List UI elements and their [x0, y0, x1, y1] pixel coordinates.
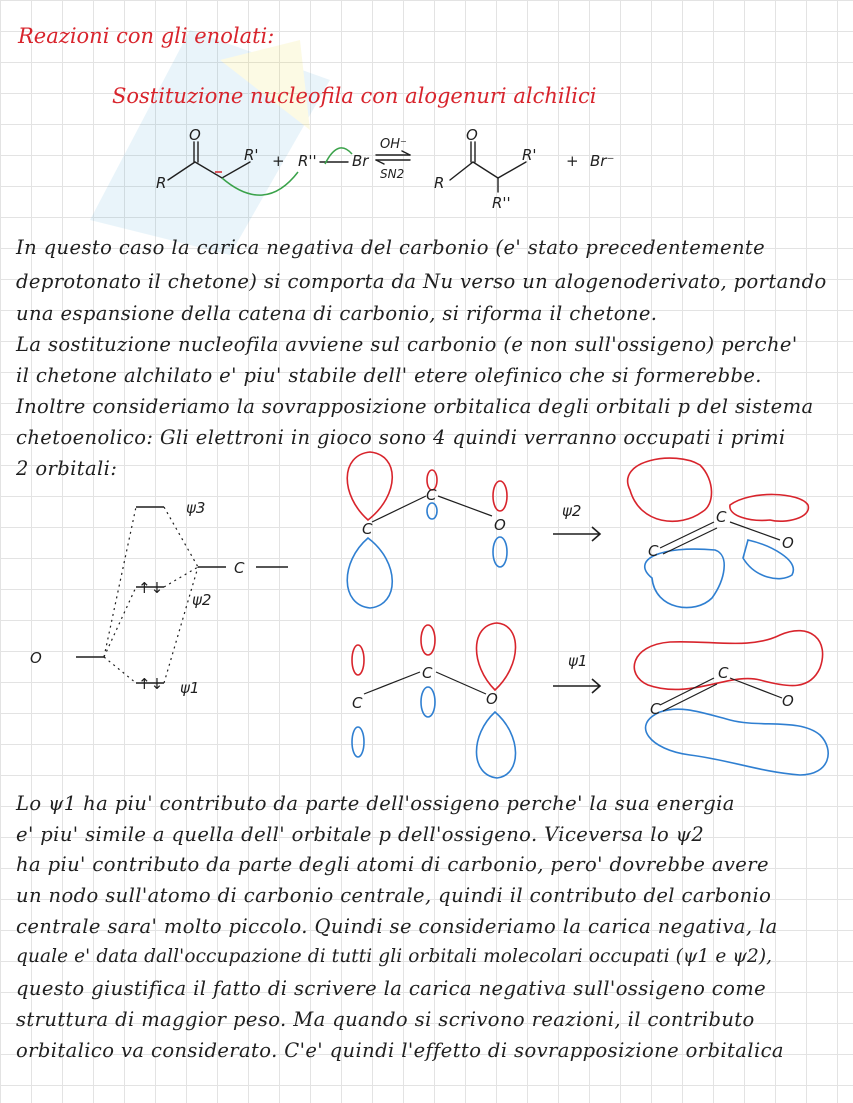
text-line: 2 orbitali:: [16, 457, 118, 480]
reagent-r-double-prime: R'': [298, 152, 317, 170]
text-line: Inoltre consideriamo la sovrapposizione orbitalica degli orbitali p del sistema: [16, 395, 814, 418]
reactant-r-prime: R': [244, 146, 259, 164]
carbon-level-label: C: [234, 559, 245, 577]
arrow-label-bottom: SN2: [380, 167, 405, 181]
text-line: Lo ψ1 ha piu' contributo da parte dell'ossigeno perche' la sua energia: [16, 792, 735, 815]
reactant-oxygen: O: [189, 126, 201, 144]
text-line: una espansione della catena di carbonio, si riforma il chetone.: [16, 302, 658, 325]
text-line: La sostituzione nucleofila avviene sul carbonio (e non sull'ossigeno) perche': [16, 333, 798, 356]
atom-o-right-mo2: O: [782, 534, 794, 552]
product-r-double-prime: R'': [492, 194, 511, 212]
atom-c-center-psi1: C: [422, 664, 433, 682]
text-line: struttura di maggior peso. Ma quando si scrivono reazioni, il contributo: [16, 1008, 755, 1031]
mo-energy-diagram: [20, 485, 310, 715]
text-line: centrale sara' molto piccolo. Quindi se consideriamo la carica negativa, la: [16, 915, 778, 938]
arrow-label-top: OH⁻: [380, 137, 407, 152]
text-line: un nodo sull'atomo di carbonio centrale, quindi il contributo del carbonio: [16, 884, 772, 907]
text-line: e' piu' simile a quella dell' orbitale p dell'ossigeno. Viceversa lo ψ2: [16, 823, 705, 846]
reaction-scheme: [140, 120, 640, 220]
text-line: quale e' data dall'occupazione di tutti gli orbitali molecolari occupati (ψ1 e ψ2),: [16, 946, 773, 967]
atom-c-left-psi2: C: [362, 520, 373, 538]
atom-c-left-psi1: C: [352, 694, 363, 712]
text-line: deprotonato il chetone) si comporta da Nu verso un alogenoderivato, portando: [16, 270, 827, 293]
text-line: questo giustifica il fatto di scrivere la carica negativa sull'ossigeno come: [16, 977, 767, 1000]
orbital-diagrams: [330, 450, 840, 785]
atom-c-left-mo1: C: [650, 700, 661, 718]
reactant-r: R: [156, 174, 167, 192]
text-line: In questo caso la carica negativa del carbonio (e' stato precedentemente: [16, 236, 766, 259]
atom-c-left-mo2: C: [648, 542, 659, 560]
psi2-arrow-label: ψ2: [562, 502, 582, 520]
atom-o-right-psi2: O: [494, 516, 506, 534]
electron-pair-psi1: ↑↓: [138, 675, 164, 693]
atom-c-center-psi2: C: [426, 486, 437, 504]
atom-c-center-mo1: C: [718, 664, 729, 682]
psi3-label: ψ3: [186, 499, 206, 517]
text-line: ha piu' contributo da parte degli atomi di carbonio, pero' dovrebbe avere: [16, 853, 769, 876]
section-title: Reazioni con gli enolati:: [18, 24, 275, 48]
plus-sign-2: +: [566, 152, 579, 170]
subtitle: Sostituzione nucleofila con alogenuri alchilici: [112, 84, 597, 108]
text-line: chetoenolico: Gli elettroni in gioco sono 4 quindi verranno occupati i primi: [16, 426, 786, 449]
leaving-group-br: Br: [352, 152, 369, 170]
atom-c-center-mo2: C: [716, 508, 727, 526]
text-line: orbitalico va considerato. C'e' quindi l'effetto di sovrapposizione orbitalica: [16, 1039, 784, 1062]
product-r: R: [434, 174, 445, 192]
electron-pair-psi2: ↑↓: [138, 579, 164, 597]
atom-o-right-mo1: O: [782, 692, 794, 710]
psi1-label: ψ1: [180, 679, 200, 697]
atom-o-right-psi1: O: [486, 690, 498, 708]
oxygen-level-label: O: [30, 649, 42, 667]
product-r-prime: R': [522, 146, 537, 164]
plus-sign-1: +: [272, 152, 285, 170]
psi2-label: ψ2: [192, 591, 212, 609]
product-oxygen: O: [466, 126, 478, 144]
psi1-arrow-label: ψ1: [568, 652, 588, 670]
byproduct-bromide: Br⁻: [590, 152, 615, 170]
text-line: il chetone alchilato e' piu' stabile dell' etere olefinico che si formerebbe.: [16, 364, 762, 387]
